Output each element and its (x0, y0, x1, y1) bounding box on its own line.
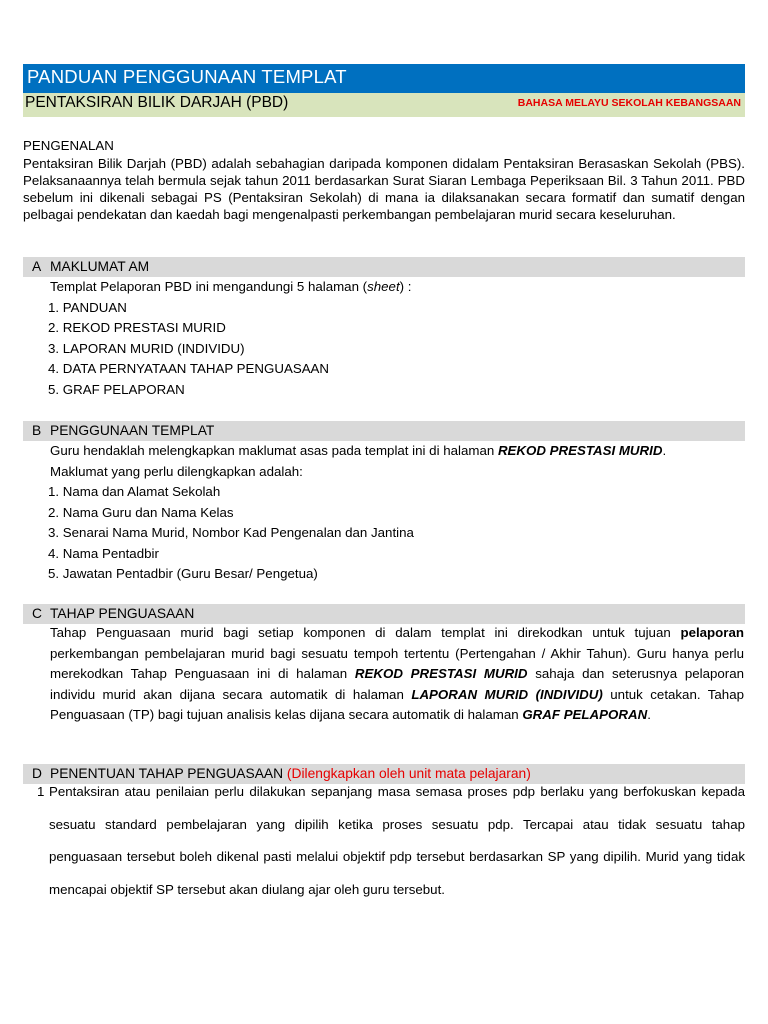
list-item: 3. Senarai Nama Murid, Nombor Kad Pengenalan dan Jantina (48, 525, 414, 540)
section-b-title: PENGGUNAAN TEMPLAT (50, 423, 215, 438)
subject-label: BAHASA MELAYU SEKOLAH KEBANGSAAN (517, 97, 741, 109)
document-subtitle-bar (23, 93, 745, 117)
section-d-item-text: Pentaksiran atau penilaian perlu dilakukan sepanjang masa semasa proses pdp berlaku yang berfokuskan kepada sesuatu standard pembelajaran yang dipilih ketika proses sesuatu pdp. Tercapai atau tidak sesuatu tahap penguasaan tersebut boleh dikenal pasti melalui objektif pdp tersebut berdasarkan SP yang dipilih. Murid yang tidak mencapai objektif SP tersebut akan diulang ajar oleh guru tersebut. (49, 784, 745, 897)
section-c-letter: C (32, 606, 42, 621)
list-item: 4. Nama Pentadbir (48, 545, 159, 561)
section-b-line1: Guru hendaklah melengkapkan maklumat asas pada templat ini di halaman REKOD PRESTASI MURID. (50, 443, 667, 458)
section-a-header (23, 257, 745, 277)
list-item: 5. GRAF PELAPORAN (48, 381, 185, 397)
intro-paragraph: Pentaksiran Bilik Darjah (PBD) adalah sebahagian daripada komponen didalam Pentaksiran Berasaskan Sekolah (PBS). Pelaksanaannya telah bermula sejak tahun 2011 berdasarkan Surat Siaran Lembaga Peperiksaan Bil. 3 Tahun 2011. PBD sebelum ini dikenali sebagai PS (Pentaksiran Sekolah) di mana ia dilaksanakan secara formatif dan sumatif dengan pelbagai pendekatan dan kaedah bagi mengenalpasti perkembangan pembelajaran murid secara keseluruhan. (23, 156, 745, 222)
section-d-item-number: 1 (37, 784, 45, 799)
section-a-letter: A (32, 259, 42, 274)
document-subtitle: PENTAKSIRAN BILIK DARJAH (PBD) (25, 94, 289, 111)
list-item: 2. REKOD PRESTASI MURID (48, 320, 226, 335)
section-c-paragraph: Tahap Penguasaan murid bagi setiap komponen di dalam templat ini direkodkan untuk tujuan pelaporan perkembangan pembelajaran murid bagi sesuatu tempoh tertentu (Pertengahan / Akhir Tahun). Guru hanya perlu merekodkan Tahap Penguasaan ini di halaman REKOD PRESTASI MURID sahaja dan seterusnya pelaporan individu murid akan dijana secara automatik di halaman LAPORAN MURID (INDIVIDU) untuk cetakan. Tahap Penguasaan (TP) bagi tujuan analisis kelas dijana secara automatik di halaman GRAF PELAPORAN. (50, 625, 744, 722)
section-d-title: PENENTUAN TAHAP PENGUASAAN (50, 766, 284, 781)
section-a-intro: Templat Pelaporan PBD ini mengandungi 5 halaman (sheet) : (50, 279, 412, 294)
list-item: 4. DATA PERNYATAAN TAHAP PENGUASAAN (48, 361, 330, 376)
intro-heading: PENGENALAN (23, 138, 114, 153)
section-c-title: TAHAP PENGUASAAN (50, 606, 195, 621)
section-b-line2: Maklumat yang perlu dilengkapkan adalah: (50, 463, 303, 479)
list-item: 1. PANDUAN (48, 299, 127, 315)
section-b-letter: B (32, 423, 42, 438)
section-a-content (23, 277, 745, 400)
document-title-text: PANDUAN PENGGUNAAN TEMPLAT (27, 66, 347, 87)
section-d-note: (Dilengkapkan oleh unit mata pelajaran) (286, 766, 531, 781)
list-item: 2. Nama Guru dan Nama Kelas (48, 504, 234, 520)
list-item: 3. LAPORAN MURID (INDIVIDU) (48, 340, 245, 356)
list-item: 5. Jawatan Pentadbir (Guru Besar/ Pengetua) (48, 566, 318, 581)
section-c-header (23, 604, 745, 624)
document-title (23, 64, 745, 93)
section-d-letter: D (32, 766, 42, 781)
list-item: 1. Nama dan Alamat Sekolah (48, 484, 221, 499)
section-a-title: MAKLUMAT AM (50, 259, 150, 274)
section-b-header (23, 421, 745, 441)
section-b-content (23, 441, 745, 585)
